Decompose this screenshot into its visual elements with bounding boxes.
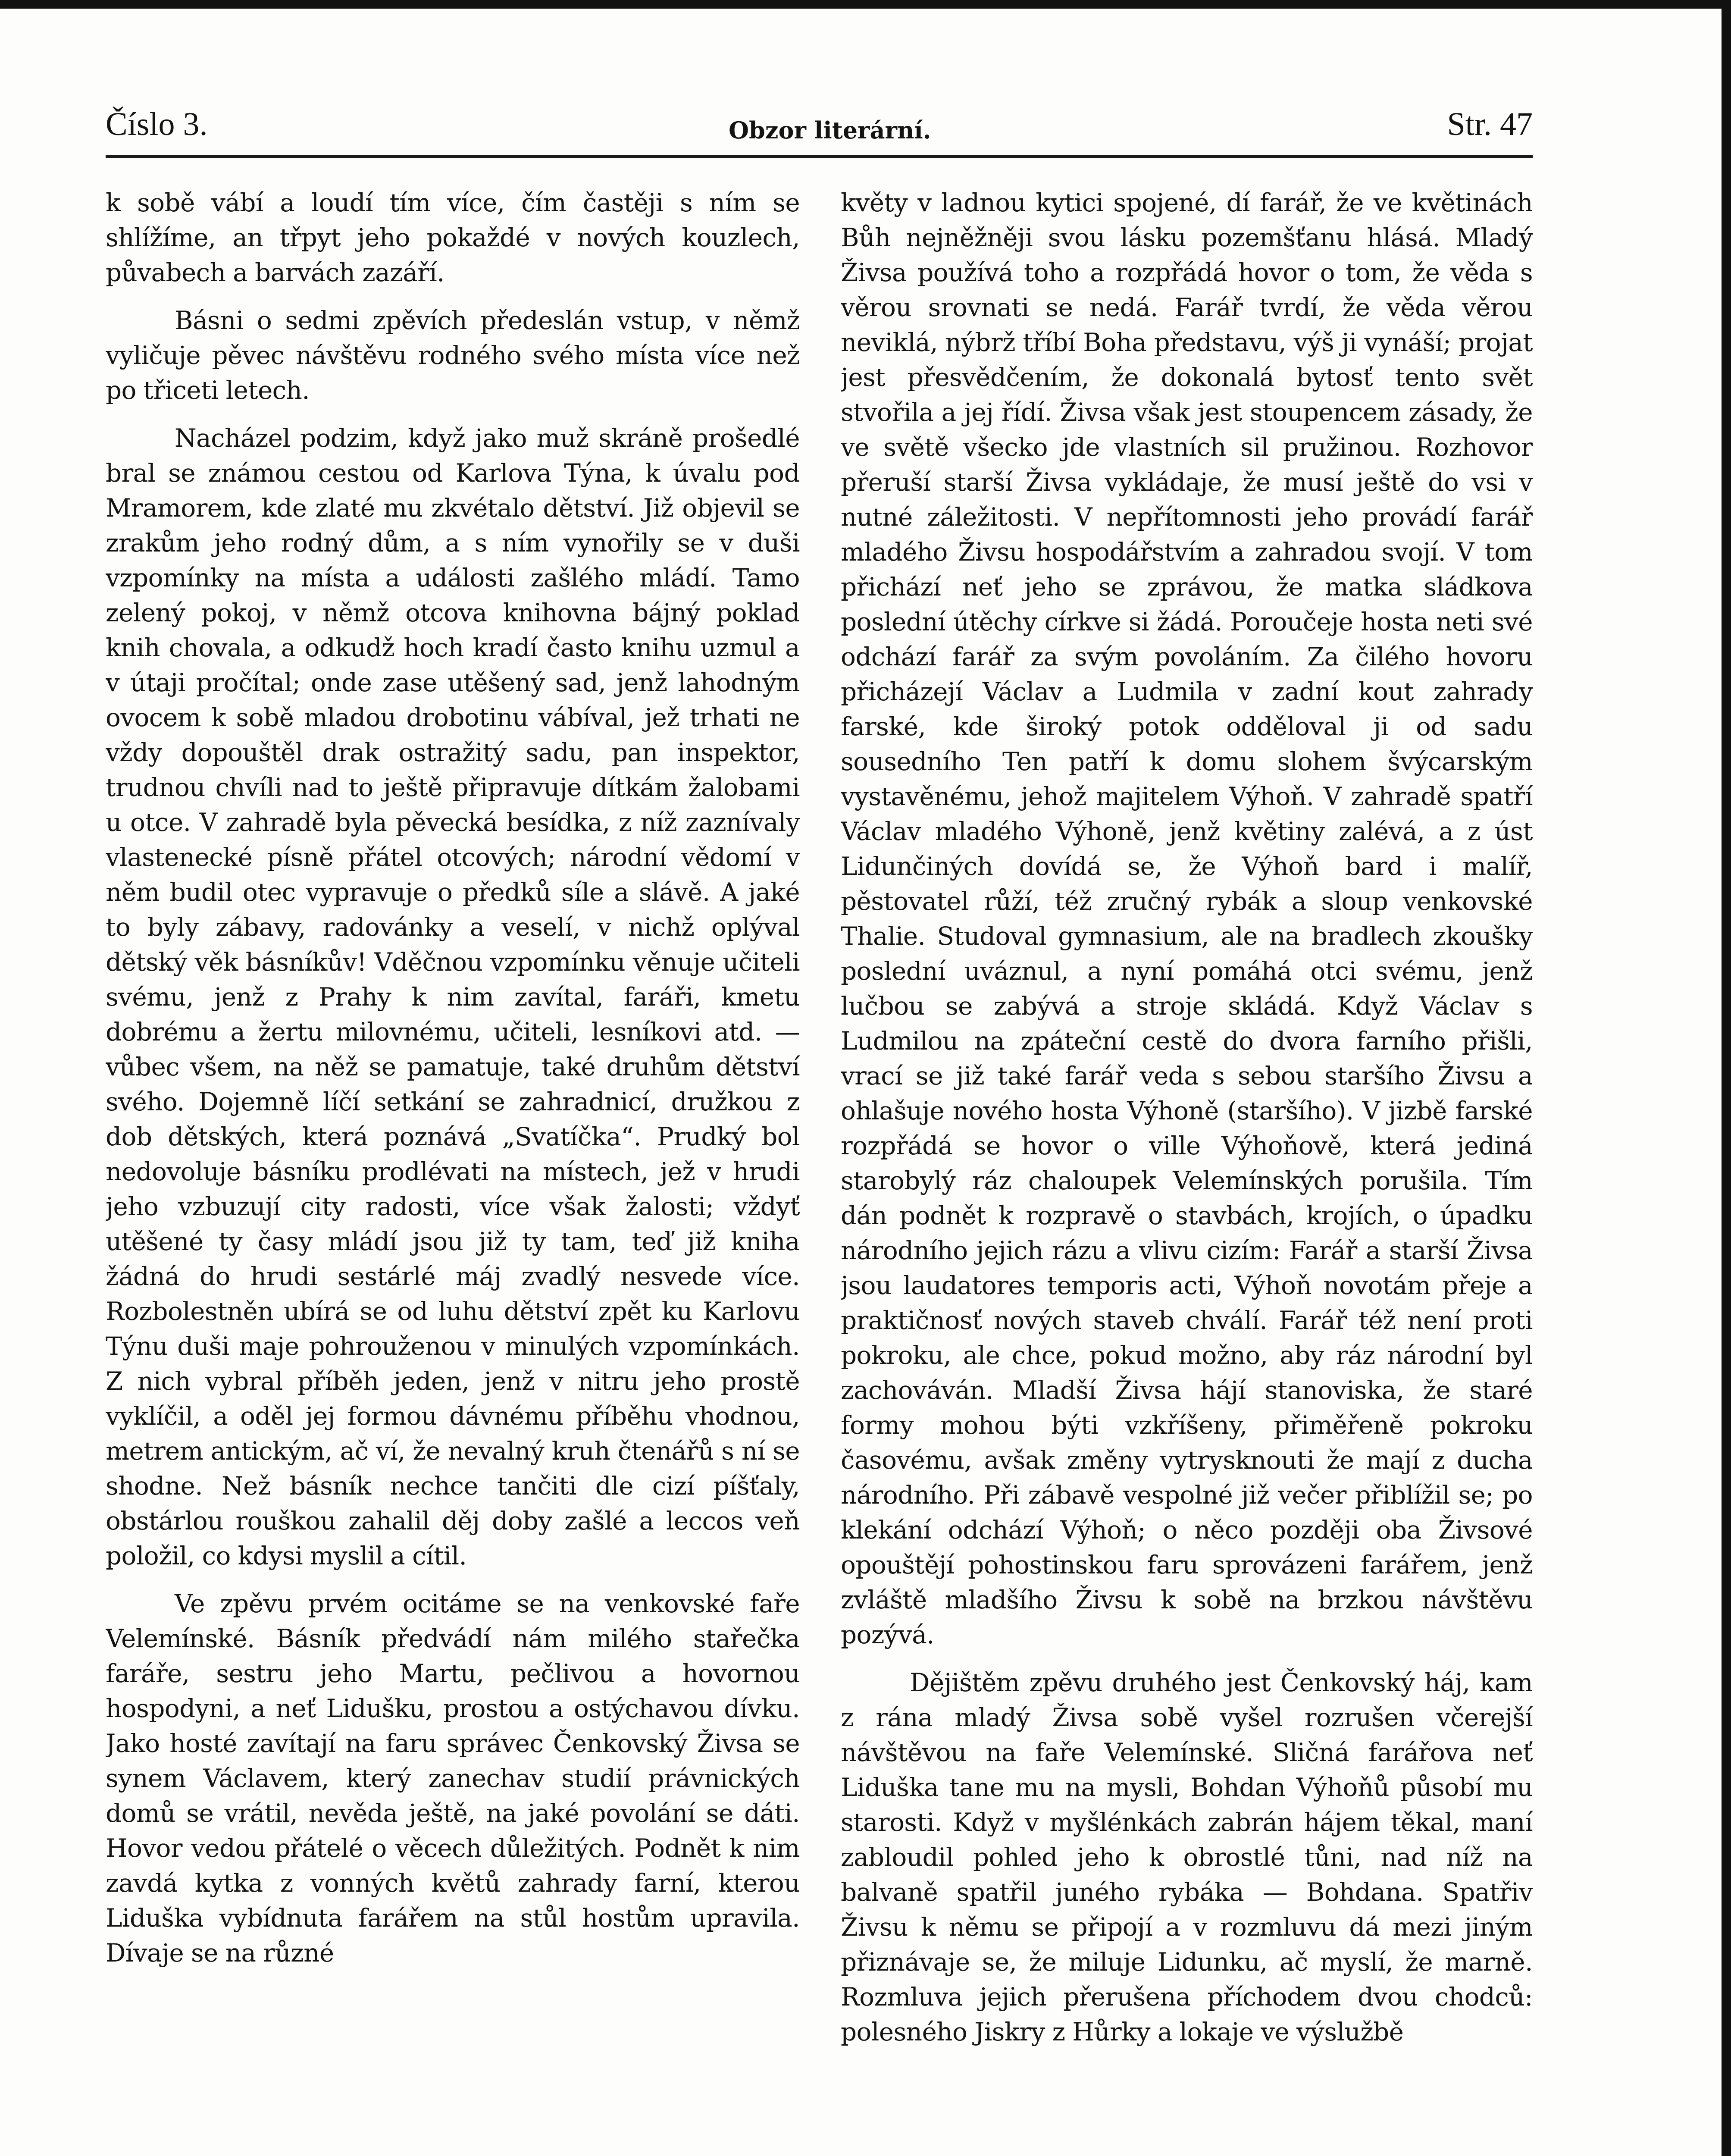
journal-title: Obzor literární.	[729, 116, 931, 144]
paragraph: k sobě vábí a loudí tím více, čím častěji s ním se shlížíme, an třpyt jeho pokaždé v nových kouzlech, půvabech a barvách zazáří.	[106, 188, 800, 287]
paragraph: květy v ladnou kytici spojené, dí farář, že ve květinách Bůh nejněžněji svou lásku pozemšťanu hlásá. Mladý Živsa používá toho a rozpřádá hovor o tom, že věda s věrou srovnati se nedá. Farář tvrdí, že věda věrou neviklá, nýbrž tříbí Boha představu, výš ji vynáší; projat jest přesvědčením, že dokonalá bytosť tento svět stvořila a jej řídí. Živsa však jest stoupencem zásady, že ve světě všecko jde vlastních sil pružinou. Rozhovor přeruší starší Živsa vykládaje, že musí ještě do vsi v nutné záležitosti. V nepřítomnosti jeho provádí farář mladého Živsu hospodářstvím a zahradou svojí. V tom přichází neť jeho se zprávou, že matka sládkova poslední útěchy církve si žádá. Poroučeje hosta neti své odchází farář za svým povoláním. Za čilého hovoru přicházejí Václav a Ludmila v zadní kout zahrady farské, kde široký potok odděloval ji od sadu sousedního Ten patří k domu slohem švýcarským vystavěnému, jehož majitelem Výhoň. V zahradě spatří Václav mladého Výhoně, jenž květiny zalévá, a z úst Lidunčiných dovídá se, že Výhoň bard i malíř, pěstovatel růží, též zručný rybák a sloup venkovské Thalie. Studoval gymnasium, ale na bradlech zkoušky poslední uváznul, a nyní pomáhá otci svému, jenž lučbou se zabývá a stroje skládá. Když Václav s Ludmilou na zpáteční cestě do dvora farního přišli, vrací se již také farář veda s sebou staršího Živsu a ohlašuje nového hosta Výhoně (staršího). V jizbě farské rozpřádá se hovor o ville Výhoňově, která jediná starobylý ráz chaloupek Velemínských porušila. Tím dán podnět k rozpravě o stavbách, krojích, o úpadku národního jejich rázu a vlivu cizím: Farář a starší Živsa jsou laudatores temporis acti, Výhoň novotám přeje a praktičnosť nových staveb chválí. Farář též není proti pokroku, ale chce, pokud možno, aby ráz národní byl zachováván. Mladší Živsa hájí stanoviska, že staré formy mohou býti vzkříšeny, přiměřeně pokroku časovému, avšak změny vytrysknouti že mají z ducha národního. Při zábavě vespolné již večer přiblížil se; po klekání odchází Výhoň; o něco později oba Živsové opouštějí pohostinskou faru sprovázeni farářem, jenž zvláště mladšího Živsu k sobě na brzkou návštěvu pozývá.	[841, 188, 1533, 1649]
paragraph: Ve zpěvu prvém ocitáme se na venkovské faře Velemínské. Básník předvádí nám milého stařečka faráře, sestru jeho Martu, pečlivou a hovornou hospodyni, a neť Lidušku, prostou a ostýchavou dívku. Jako hosté zavítají na faru správec Čenkovský Živsa se synem Václavem, který zanechav studií právnických domů se vrátil, nevěda ještě, na jaké povolání se dáti. Hovor vedou přátelé o věcech důležitých. Podnět k nim zavdá kytka z vonných květů zahrady farní, kterou Liduška vybídnuta farářem na stůl hostům upravila. Dívaje se na různé	[106, 1589, 800, 1968]
right-column	[841, 185, 1533, 2156]
page-number: Str. 47	[1447, 106, 1533, 142]
paragraph: Básni o sedmi zpěvích předeslán vstup, v němž vyličuje pěvec návštěvu rodného svého místa více než po třiceti letech.	[106, 306, 800, 405]
paragraph: Nacházel podzim, když jako muž skráně prošedlé bral se známou cestou od Karlova Týna, k úvalu pod Mramorem, kde zlaté mu zkvétalo dětství. Již objevil se zrakům jeho rodný dům, a s ním vynořily se v duši vzpomínky na místa a události zašlého mládí. Tamo zelený pokoj, v němž otcova knihovna bájný poklad knih chovala, a odkudž hoch kradí často knihu uzmul a v útaji pročítal; onde zase utěšený sad, jenž lahodným ovocem k sobě mladou drobotinu vábíval, jež trhati ne vždy dopouštěl drak ostražitý sadu, pan inspektor, trudnou chvíli nad to ještě připravuje dítkám žalobami u otce. V zahradě byla pěvecká besídka, z níž zaznívaly vlastenecké písně přátel otcových; národní vědomí v něm budil otec vypravuje o předků síle a slávě. A jaké to byly zábavy, radovánky a veselí, v nichž oplýval dětský věk básníkův! Vděčnou vzpomínku věnuje učiteli svému, jenž z Prahy k nim zavítal, faráři, kmetu dobrému a žertu milovnému, učiteli, lesníkovi atd. — vůbec všem, na něž se pamatuje, také druhům dětství svého. Dojemně líčí setkání se zahradnicí, družkou z dob dětských, která poznává „Svatíčka“. Prudký bol nedovoluje básníku prodlévati na místech, jež v hrudi jeho vzbuzují city radosti, více však žalosti; vždyť utěšené ty časy mládí jsou již ty tam, teď již kniha žádná do hrudi sestárlé máj zvadlý nesvede více. Rozbolestněn ubírá se od luhu dětství zpět ku Karlovu Týnu duši maje pohrouženou v minulých vzpomínkách. Z nich vybral příběh jeden, jenž v nitru jeho prostě vyklíčil, a oděl jej formou dávnému příběhu vhodnou, metrem antickým, ač ví, že nevalný kruh čtenářů s ní se shodne. Než básník nechce tančiti dle cizí píšťaly, obstárlou rouškou zahalil děj doby zašlé a leccos veň položil, co kdysi myslil a cítil.	[106, 423, 800, 1570]
scan-border-right	[1722, 0, 1731, 2156]
header-rule	[106, 155, 1533, 158]
left-column	[106, 185, 800, 2156]
scan-border-top	[0, 0, 1731, 9]
issue-number: Číslo 3.	[106, 106, 208, 142]
paragraph: Dějištěm zpěvu druhého jest Čenkovský háj, kam z rána mladý Živsa sobě vyšel rozrušen včerejší návštěvou na faře Velemínské. Sličná farářova neť Liduška tane mu na mysli, Bohdan Výhoňů působí mu starosti. Když v myšlénkách zabrán hájem těkal, maní zabloudil pohled jeho k obrostlé tůni, nad níž na balvaně spatřil junéhо rybáka — Bohdana. Spatřiv Živsu k němu se připojí a v rozmluvu dá mezi jiným přiznávaje se, že miluje Lidunku, ač myslí, že marně. Rozmluva jejich přerušena příchodem dvou chodců: polesného Jiskry z Hůrky a lokaje ve výslužbě	[841, 1668, 1533, 2046]
